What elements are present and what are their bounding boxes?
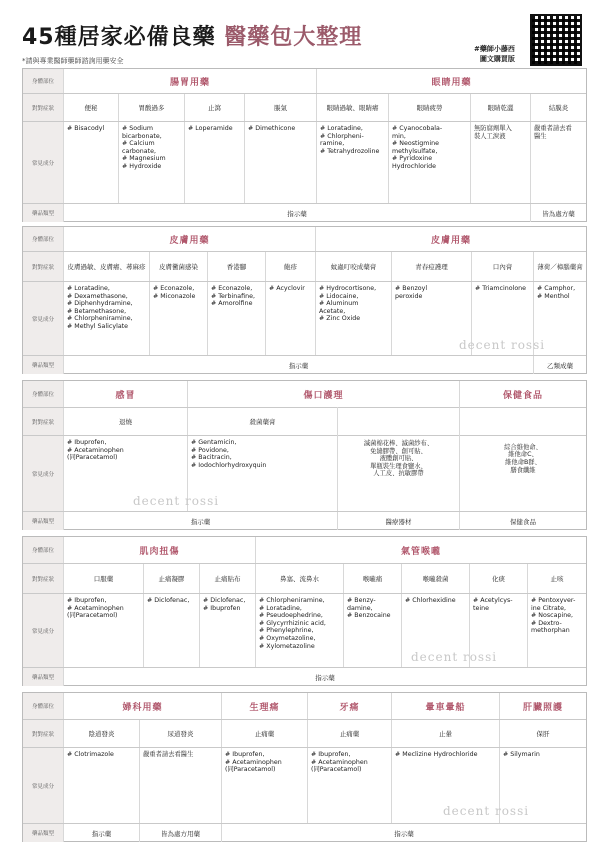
symptom: 喉嚨痛 — [343, 564, 401, 594]
ingredient-list: # Pentoxyver- ine Citrate, # Noscapine, # Dextro- methorphan — [527, 594, 586, 668]
ingredient-list: # Diclofenac, — [143, 594, 199, 668]
symptom: 止咳 — [527, 564, 586, 594]
ingredient-list: # Triamcinolone — [471, 282, 533, 356]
section-digestive-eye — [22, 68, 587, 222]
drug-type: 保健食品 — [459, 512, 586, 530]
ingredient-list: # Meclizine Hydrochloride — [391, 748, 499, 824]
wound-supplies: 滅菌棉花棒、滅菌紗布、 免縫膠帶、創可貼、 液體創可貼、 單瓶裝生理食鹽水、 人工皮、抗敏膠帶 — [337, 407, 459, 511]
label-type: 藥品類型 — [23, 356, 64, 374]
symptom: 止痛貼布 — [199, 564, 255, 594]
ingredient-list: # Hydrocortisone, # Lidocaine, # Aluminum Acetate, # Zinc Oxide — [315, 282, 391, 356]
symptom: 陰道發炎 — [63, 720, 139, 748]
label-type: 藥品類型 — [23, 512, 64, 530]
label-body: 身體部位 — [23, 537, 64, 563]
ingredient-list: # Cyanocobala- min, # Neostigmine methylsulfate, # Pyridoxine Hydrochloride — [388, 122, 470, 204]
ingredient-list: # Acetylcys- teine — [469, 594, 527, 668]
ingredient-list: # Chlorpheniramine, # Loratadine, # Pseudoephedrine, # Glycyrrhizinic acid, # Phenylephrine, # Oxymetazoline, # Xylometazoline — [255, 594, 343, 668]
label-ingredient: 常見成分 — [23, 748, 64, 824]
symptom: 化痰 — [469, 564, 527, 594]
symptom: 喉嚨殺菌 — [401, 564, 469, 594]
symptom: 便秘 — [63, 94, 118, 122]
label-body: 身體部位 — [23, 693, 64, 719]
section-gyn-liver — [22, 692, 587, 842]
ingredient-list: # Dimethicone — [244, 122, 316, 204]
symptom: 殺菌藥膏 — [187, 408, 337, 436]
watermark: decent rossi — [459, 338, 546, 352]
ingredient-list: # Benzoyl peroxide — [391, 282, 471, 356]
supplement-list: 綜合維他命、 維他命C、 維他命B群、 膳食纖維 — [459, 407, 586, 511]
symptom: 薄荷／樟腦藥膏 — [533, 252, 586, 282]
category-digestive: 腸胃用藥 — [63, 69, 316, 93]
qr-code — [530, 14, 582, 66]
symptom: 止暈 — [391, 720, 499, 748]
watermark: decent rossi — [443, 804, 530, 818]
label-symptom: 對對症狀 — [23, 564, 64, 594]
drug-type: 指示藥 — [63, 356, 533, 374]
category-supplement: 保健食品 — [459, 381, 586, 407]
drug-type: 指示藥 — [63, 824, 139, 842]
ingredient-list: # Clotrimazole — [63, 748, 139, 824]
category-wound: 傷口護理 — [187, 381, 459, 407]
ingredient-list: # Bisacodyl — [63, 122, 118, 204]
label-body: 身體部位 — [23, 381, 64, 407]
symptom: 鼻塞、流鼻水 — [255, 564, 343, 594]
label-symptom: 對對症狀 — [23, 252, 64, 282]
ingredient-list: # Ibuprofen, # Acetaminophen (同Paracetamol) — [63, 436, 187, 512]
category-toothache: 牙痛 — [307, 693, 391, 719]
symptom: 眼睛乾澀 — [470, 94, 530, 122]
label-body: 身體部位 — [23, 69, 64, 93]
ingredient-list: # Chlorhexidine — [401, 594, 469, 668]
drug-type: 乙類成藥 — [533, 356, 586, 374]
category-muscle: 肌肉扭傷 — [63, 537, 255, 563]
category-motion-sickness: 暈車暈船 — [391, 693, 499, 719]
ingredient-list: # Loperamide — [184, 122, 244, 204]
drug-type: 指示藥 — [221, 824, 586, 842]
symptom: 退燒 — [63, 408, 187, 436]
ingredient-list: # Econazole, # Terbinafine, # Amorolfine — [207, 282, 265, 356]
safety-note: *請與專業醫師藥師諮詢用藥安全 — [22, 57, 124, 65]
label-ingredient: 常見成分 — [23, 282, 64, 356]
symptom: 止瀉 — [184, 94, 244, 122]
ingredient-list: # Loratadine, # Chlorpheni- ramine, # Tetrahydrozoline — [316, 122, 388, 204]
symptom: 結膜炎 — [530, 94, 586, 122]
symptom: 眼睛疲勞 — [388, 94, 470, 122]
ingredient-list: 嚴重者請去看醫生 — [139, 748, 221, 824]
symptom: 香港腳 — [207, 252, 265, 282]
ingredient-list: # Silymarin — [499, 748, 586, 824]
ingredient-list: # Camphor, # Menthol — [533, 282, 586, 356]
label-symptom: 對對症狀 — [23, 720, 64, 748]
label-ingredient: 常見成分 — [23, 122, 64, 204]
symptom: 脹氣 — [244, 94, 316, 122]
symptom: 蚊蟲叮咬成藥膏 — [315, 252, 391, 282]
ingredient-list: # Ibuprofen, # Acetaminophen (同Paracetamol) — [63, 594, 143, 668]
label-ingredient: 常見成分 — [23, 594, 64, 668]
symptom: 皰疹 — [265, 252, 315, 282]
ingredient-list: # Acyclovir — [265, 282, 315, 356]
ingredient-list: # Diclofenac, # Ibuprofen — [199, 594, 255, 668]
symptom: 尿道發炎 — [139, 720, 221, 748]
label-ingredient: 常見成分 — [23, 436, 64, 512]
symptom: 皮膚過敏、皮膚癢、蕁麻疹 — [63, 252, 149, 282]
symptom: 青春痘護理 — [391, 252, 471, 282]
label-type: 藥品類型 — [23, 204, 64, 222]
ingredient-list: # Gentamicin, # Povidone, # Bacitracin, # Iodochlorhydroxyquin — [187, 436, 337, 512]
symptom: 口服藥 — [63, 564, 143, 594]
drug-type: 指示藥 — [63, 512, 337, 530]
symptom: 胃酸過多 — [118, 94, 184, 122]
symptom: 止痛凝膠 — [143, 564, 199, 594]
section-skin — [22, 226, 587, 374]
symptom: 止痛藥 — [307, 720, 391, 748]
page-title: 45種居家必備良藥 醫藥包大整理 — [22, 25, 363, 50]
label-symptom: 對對症狀 — [23, 408, 64, 436]
section-muscle-throat — [22, 536, 587, 686]
ingredient-list: 嚴重者請去看 醫生 — [530, 122, 586, 204]
watermark: decent rossi — [411, 650, 498, 664]
category-cold: 感冒 — [63, 381, 187, 407]
ingredient-list: # Loratadine, # Dexamethasone, # Diphenhydramine, # Betamethasone, # Chlorpheniramine, # Methyl Salicylate — [63, 282, 149, 356]
label-type: 藥品類型 — [23, 668, 64, 686]
label-type: 藥品類型 — [23, 824, 64, 842]
label-body: 身體部位 — [23, 227, 64, 251]
ingredient-list: # Econazole, # Miconazole — [149, 282, 207, 356]
category-gynecology: 婦科用藥 — [63, 693, 221, 719]
symptom: 止痛藥 — [221, 720, 307, 748]
category-eye: 眼睛用藥 — [316, 69, 586, 93]
label-symptom: 對對症狀 — [23, 94, 64, 122]
ingredient-list: 無防腐劑單入 裝人工淚液 — [470, 122, 530, 204]
symptom: 眼睛過敏、眼睛癢 — [316, 94, 388, 122]
symptom: 保肝 — [499, 720, 586, 748]
author-credit: #藥師小藤西 圖文購買版 — [474, 45, 515, 63]
symptom: 皮膚黴菌感染 — [149, 252, 207, 282]
ingredient-list: # Ibuprofen, # Acetaminophen (同Paracetamol) — [221, 748, 307, 824]
drug-type: 指示藥 — [63, 668, 586, 686]
drug-type: 皆為處方用藥 — [139, 824, 221, 842]
category-period-pain: 生理痛 — [221, 693, 307, 719]
drug-type: 指示藥 — [63, 204, 530, 222]
ingredient-list: # Sodium bicarbonate, # Calcium carbonate, # Magnesium # Hydroxide — [118, 122, 184, 204]
category-liver: 肝臟照護 — [499, 693, 586, 719]
section-cold-wound — [22, 380, 587, 530]
drug-type: 醫療器材 — [337, 512, 459, 530]
category-skin: 皮膚用藥 — [63, 227, 315, 251]
ingredient-list: # Ibuprofen, # Acetaminophen (同Paracetamol) — [307, 748, 391, 824]
ingredient-list: # Benzy- damine, # Benzocaine — [343, 594, 401, 668]
watermark: decent rossi — [133, 494, 220, 508]
category-throat: 氣管喉嚨 — [255, 537, 586, 563]
drug-type: 皆為處方藥 — [530, 204, 586, 222]
category-skin: 皮膚用藥 — [315, 227, 586, 251]
symptom: 口內膏 — [471, 252, 533, 282]
